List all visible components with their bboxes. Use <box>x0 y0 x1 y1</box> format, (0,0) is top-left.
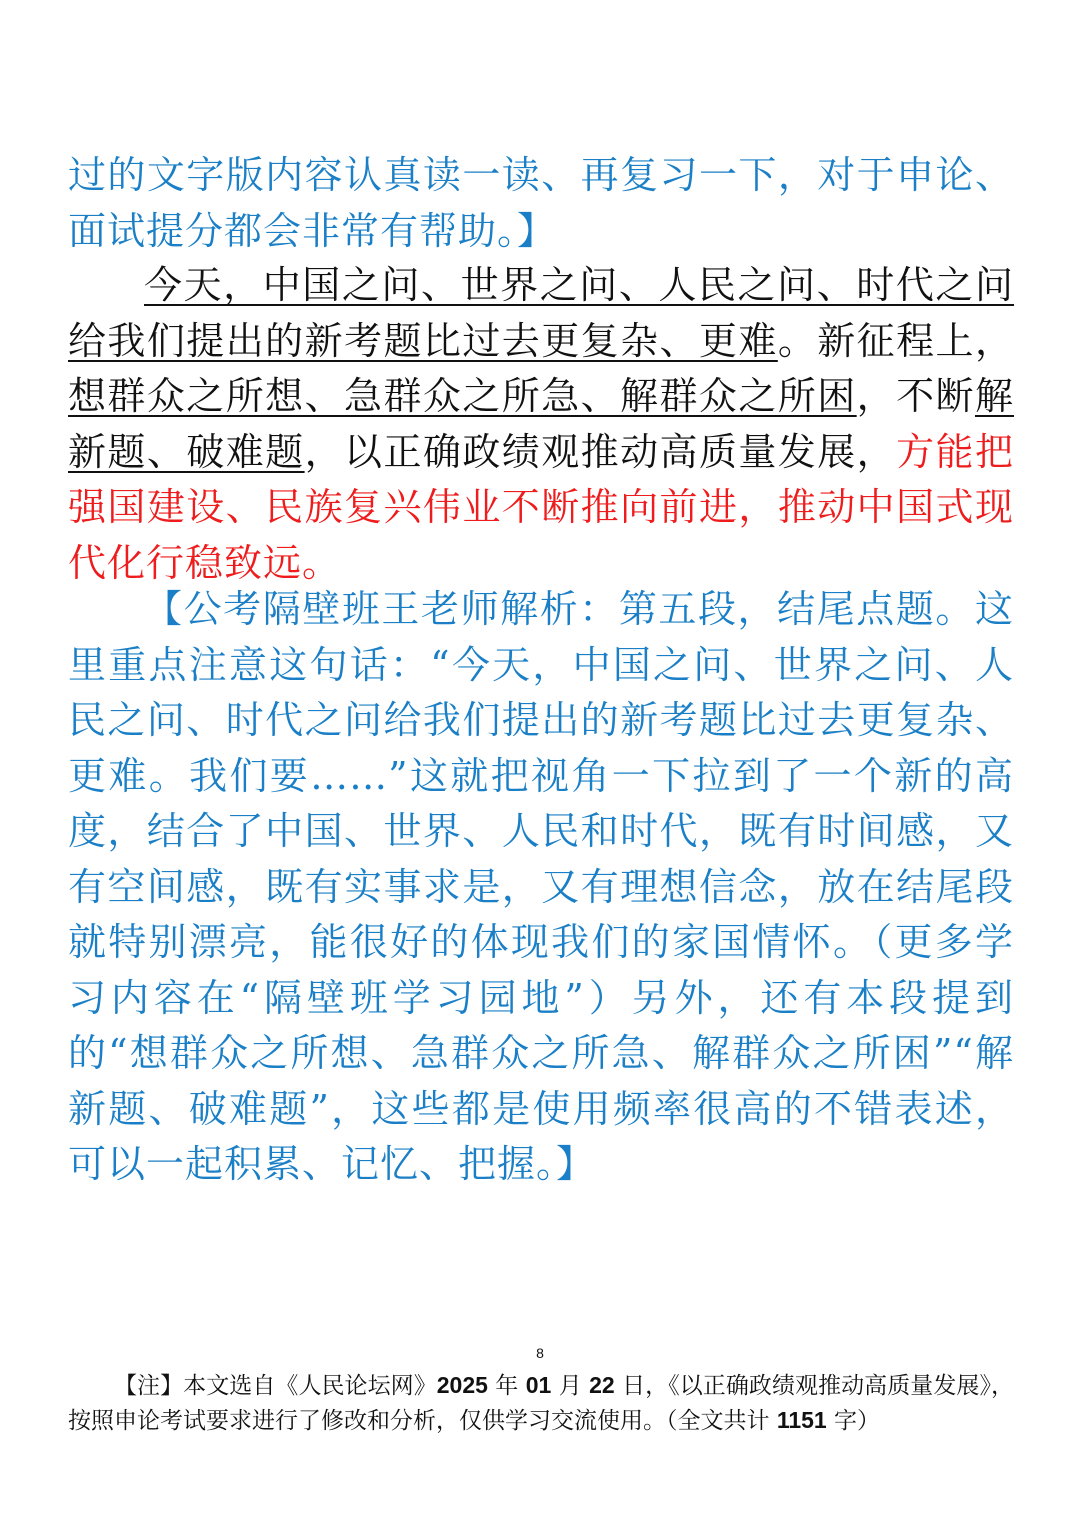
underlined-phrase: 想群众之所想、急群众之所急、解群众之所困 <box>68 374 857 418</box>
note-text: 年 <box>487 1373 526 1399</box>
underlined-phrase: 解新题、破难题 <box>68 374 1014 474</box>
note-word-count: 1151 <box>776 1407 827 1433</box>
main-text: ，不断 <box>856 374 975 418</box>
note-text: 月 <box>551 1373 590 1399</box>
main-paragraph <box>68 258 1014 591</box>
note-text: 字） <box>826 1408 881 1434</box>
underlined-sentence: 今天，中国之问、世界之问、人民之问、时代之问给我们提出的新考题比过去更复杂、更难 <box>68 263 1014 363</box>
note-day: 22 <box>589 1372 615 1398</box>
note-month: 01 <box>525 1372 552 1398</box>
note-text: 【注】本文选自《人民论坛网》 <box>114 1373 437 1399</box>
page-number: 8 <box>536 1345 544 1361</box>
note-year: 2025 <box>436 1372 488 1398</box>
analysis-paragraph-end <box>68 148 1014 259</box>
footer-note <box>68 1368 1014 1438</box>
note-text: 日，《以正确政绩观推动高质量发展》，按照申论考试要求进行了修改和分析，仅供学习交流使用。（全文共计 <box>68 1373 1015 1434</box>
highlighted-red-text: 方能把强国建设、民族复兴伟业不断推向前进，推动中国式现代化行稳致远。 <box>68 429 1014 585</box>
main-text: 。新征程上， <box>777 318 1014 363</box>
analysis-text: 【公考隔壁班王老师解析：第五段，结尾点题。这里重点注意这句话：“今天，中国之问、世界之问、人民之问、时代之问给我们提出的新考题比过去更复杂、更难。我们要……”这就把视角一下拉到了一个新的高度，结合了中国、世界、人民和时代，既有时间感，又有空间感，既有实事求是，又有理想信念，放在结尾段就特别漂亮，能很好的体现我们的家国情怀。（更多学习内容在“隔壁班学习园地”）另外，还有本段提到的“想群众之所想、急群众之所急、解群众之所困”“解新题、破难题”，这些都是使用频率很高的不错表述，可以一起积累、记忆、把握。】 <box>68 587 1014 1186</box>
main-text: ，以正确政绩观推动高质量发展， <box>304 429 897 474</box>
analysis-end-text: 过的文字版内容认真读一读、再复习一下，对于申论、面试提分都会非常有帮助。】 <box>68 153 1014 253</box>
analysis-paragraph <box>68 582 1014 1193</box>
